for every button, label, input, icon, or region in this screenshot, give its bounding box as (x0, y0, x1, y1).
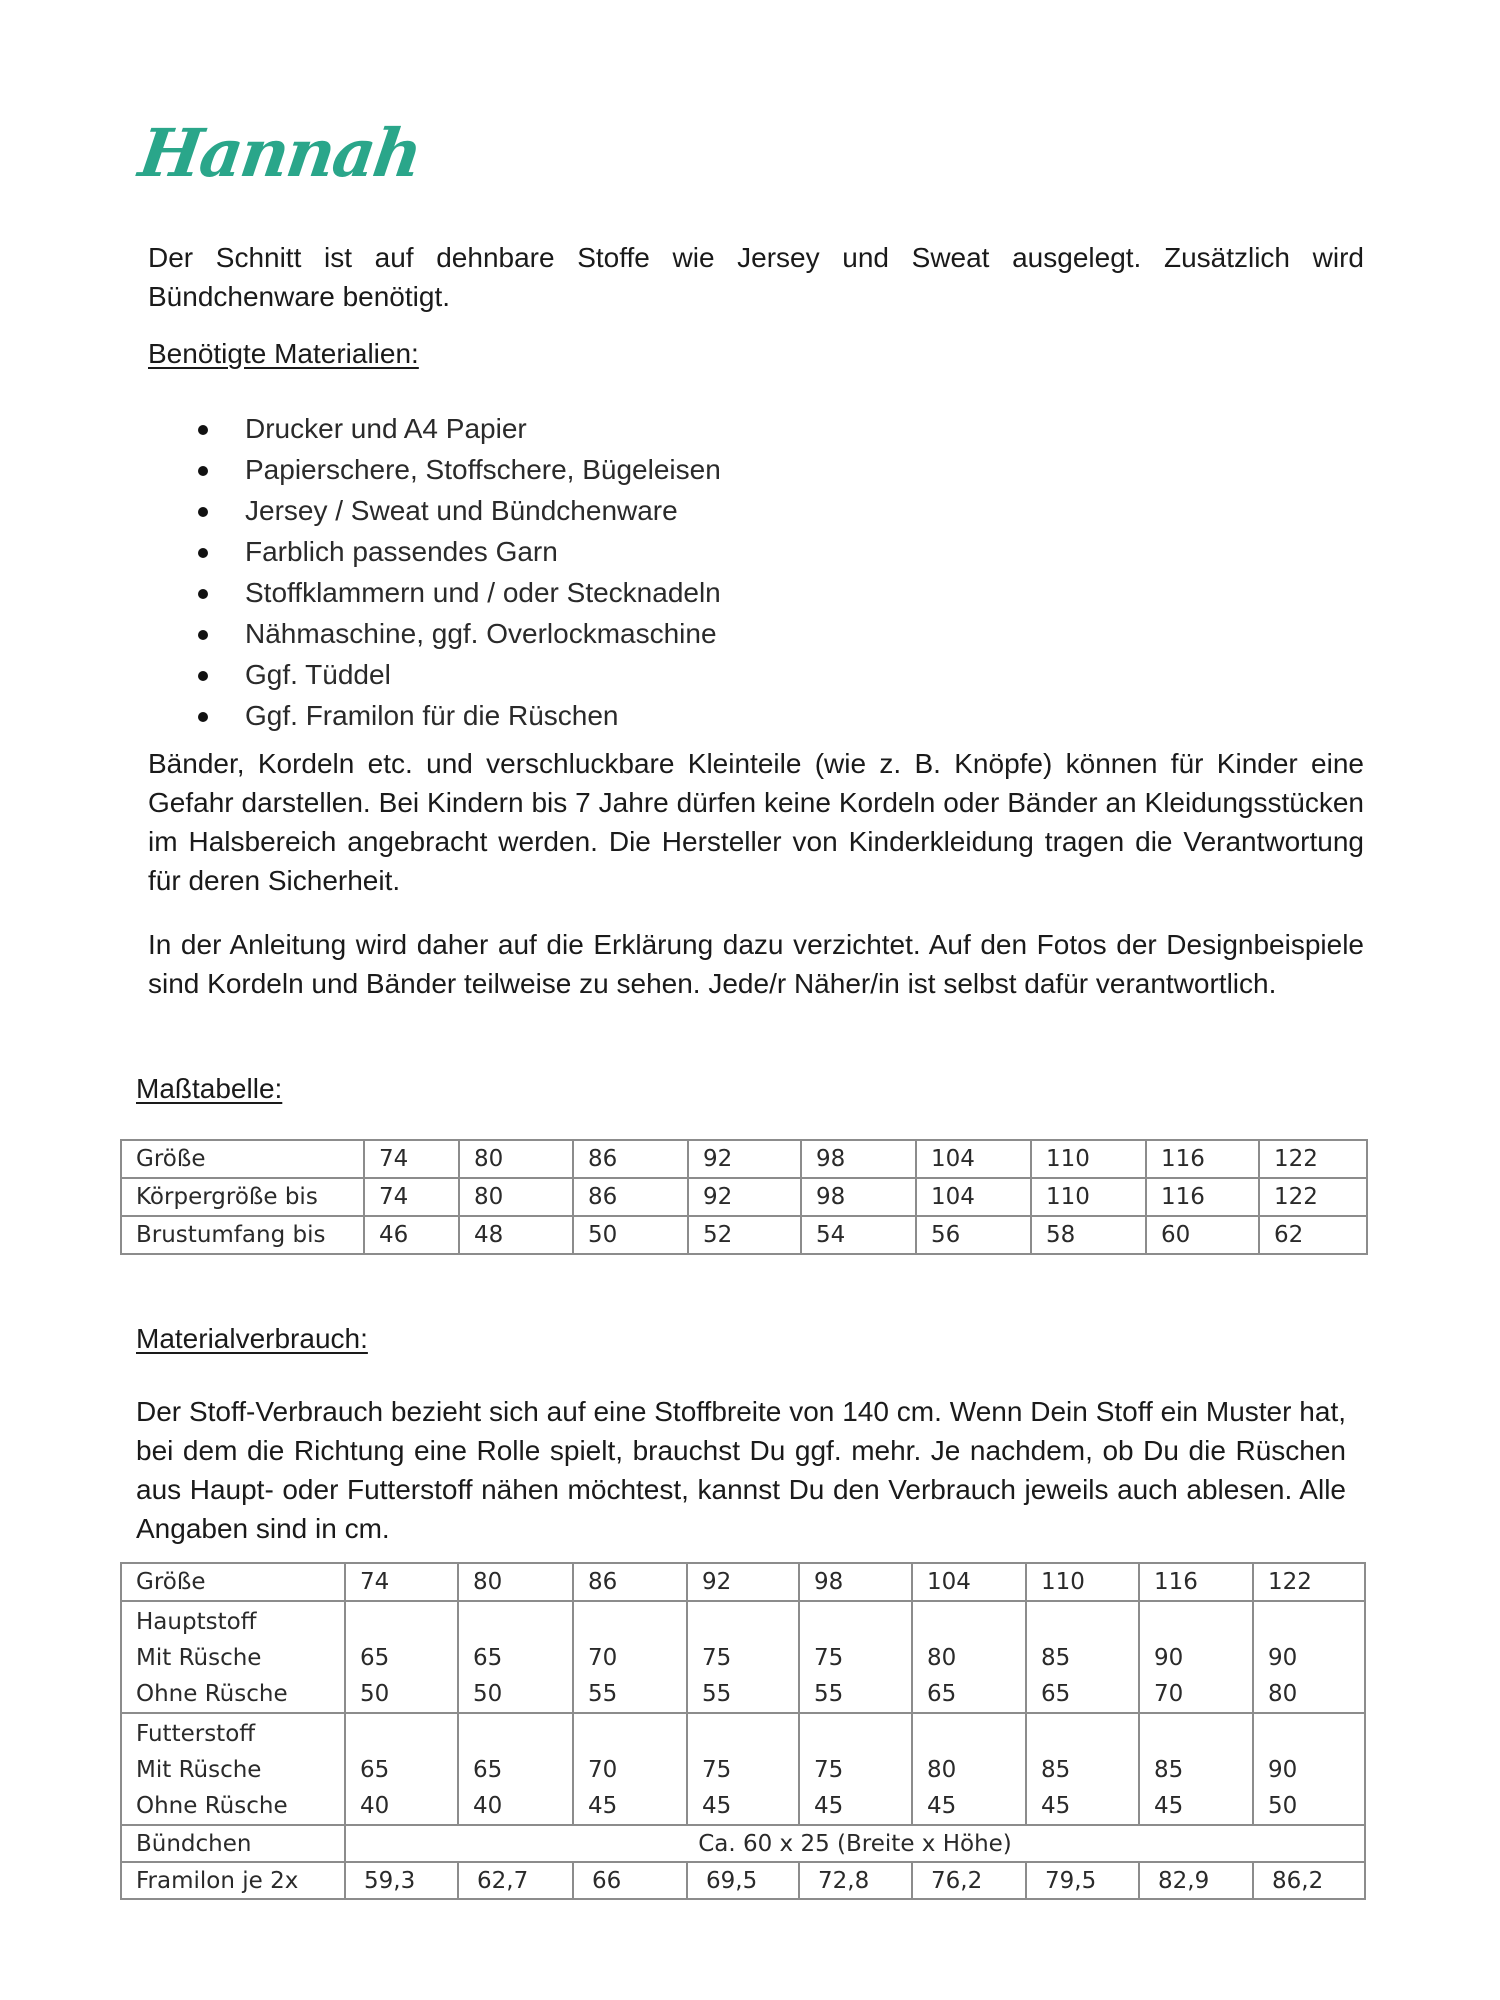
table-cell (573, 1601, 687, 1713)
table-cell (573, 1713, 687, 1825)
bullet-icon (198, 671, 208, 681)
spacer (1268, 1716, 1364, 1752)
table-cell: 122 (1259, 1178, 1367, 1216)
ohne-ruesche-value: 45 (1041, 1793, 1071, 1819)
table-cell (1139, 1601, 1253, 1713)
material-usage-heading: Materialverbrauch: (136, 1323, 368, 1354)
table-cell (912, 1601, 1026, 1713)
table-cell: 48 (459, 1216, 573, 1254)
mit-ruesche-value: 70 (588, 1645, 618, 1671)
bullet-icon (198, 548, 208, 558)
spacer (1154, 1716, 1252, 1752)
table-row (121, 1140, 1367, 1178)
mit-ruesche-value: 80 (927, 1645, 957, 1671)
table-cell: 110 (1031, 1178, 1146, 1216)
table-cell (687, 1601, 799, 1713)
size-header-cell: 116 (1139, 1563, 1253, 1601)
table-cell: 72,8 (799, 1862, 912, 1899)
pattern-title: Hannah (134, 114, 426, 192)
material-usage-table (120, 1562, 1366, 1900)
spacer (1268, 1604, 1364, 1640)
size-header-cell: 74 (345, 1563, 458, 1601)
table-cell (1026, 1601, 1139, 1713)
material-usage-paragraph: Der Stoff-Verbrauch bezieht sich auf eine Stoffbreite von 140 cm. Wenn Dein Stoff ein Muster hat, bei dem die Richtung eine Rolle spielt, brauchst Du ggf. mehr. Je nachdem, ob Du die Rüschen aus Haupt- oder Futterstoff nähen möchtest, kannst Du den Verbrauch jeweils auch ablesen. Alle Angaben sind in cm. (136, 1396, 1346, 1544)
spacer (360, 1604, 457, 1640)
table-cell (458, 1713, 573, 1825)
table-cell: 80 (459, 1178, 573, 1216)
hauptstoff-label: Hauptstoff (136, 1609, 257, 1635)
spacer (702, 1716, 798, 1752)
futterstoff-mit-label: Mit Rüsche (136, 1757, 262, 1783)
spacer (927, 1716, 1025, 1752)
table-cell: 92 (688, 1140, 801, 1178)
spacer (588, 1716, 686, 1752)
table-row (121, 1862, 1365, 1899)
mit-ruesche-value: 75 (814, 1757, 844, 1783)
size-table (120, 1139, 1368, 1255)
spacer (473, 1716, 572, 1752)
ohne-ruesche-value: 55 (702, 1681, 732, 1707)
buendchen-value: Ca. 60 x 25 (Breite x Höhe) (345, 1825, 1365, 1862)
mit-ruesche-value: 65 (473, 1757, 503, 1783)
spacer (814, 1604, 911, 1640)
spacer (1154, 1604, 1252, 1640)
table-cell: 79,5 (1026, 1862, 1139, 1899)
mit-ruesche-value: 65 (360, 1757, 390, 1783)
table-cell: 62 (1259, 1216, 1367, 1254)
safety-paragraph: Bänder, Kordeln etc. und verschluckbare Kleinteile (wie z. B. Knöpfe) können für Kinder eine Gefahr darstellen. Bei Kindern bis 7 Jahre dürfen keine Kordeln oder Bänder an Kleidungsstücken im Halsbereich angebracht werden. Die Hersteller von Kinderkleidung tragen die Verantwortung für deren Sicherheit. (148, 748, 1364, 896)
table-cell: 62,7 (458, 1862, 573, 1899)
row-label: Größe (121, 1140, 364, 1178)
spacer (473, 1604, 572, 1640)
row-label: Körpergröße bis (121, 1178, 364, 1216)
spacer (702, 1604, 798, 1640)
size-header-cell: 86 (573, 1563, 687, 1601)
table-cell: 74 (364, 1178, 459, 1216)
table-cell: 54 (801, 1216, 916, 1254)
futterstoff-label: Futterstoff (136, 1721, 256, 1747)
table-cell: 116 (1146, 1140, 1259, 1178)
hauptstoff-ohne-label: Ohne Rüsche (136, 1681, 288, 1707)
table-row (121, 1825, 1365, 1862)
hauptstoff-mit-label: Mit Rüsche (136, 1645, 262, 1671)
table-cell: 46 (364, 1216, 459, 1254)
ohne-ruesche-value: 45 (702, 1793, 732, 1819)
mit-ruesche-value: 85 (1041, 1645, 1071, 1671)
ohne-ruesche-value: 45 (588, 1793, 618, 1819)
ohne-ruesche-value: 45 (927, 1793, 957, 1819)
list-item: Drucker und A4 Papier (190, 408, 721, 449)
table-row (121, 1563, 1365, 1601)
list-item: Farblich passendes Garn (190, 531, 721, 572)
table-cell: 66 (573, 1862, 687, 1899)
table-cell: 58 (1031, 1216, 1146, 1254)
table-cell: 110 (1031, 1140, 1146, 1178)
mit-ruesche-value: 75 (702, 1757, 732, 1783)
table-row (121, 1178, 1367, 1216)
list-item: Papierschere, Stoffschere, Bügeleisen (190, 449, 721, 490)
ohne-ruesche-value: 50 (360, 1681, 390, 1707)
ohne-ruesche-value: 55 (814, 1681, 844, 1707)
mit-ruesche-value: 75 (702, 1645, 732, 1671)
materials-heading: Benötigte Materialien: (148, 338, 419, 369)
bullet-icon (198, 425, 208, 435)
ohne-ruesche-value: 65 (927, 1681, 957, 1707)
table-cell (799, 1601, 912, 1713)
table-cell: 116 (1146, 1178, 1259, 1216)
table-cell: 86 (573, 1178, 688, 1216)
table-cell: 69,5 (687, 1862, 799, 1899)
mit-ruesche-value: 80 (927, 1757, 957, 1783)
table-cell: 98 (801, 1178, 916, 1216)
ohne-ruesche-value: 40 (473, 1793, 503, 1819)
mit-ruesche-value: 65 (473, 1645, 503, 1671)
table-cell: 86,2 (1253, 1862, 1365, 1899)
table-cell (345, 1713, 458, 1825)
table-cell (1253, 1713, 1365, 1825)
ohne-ruesche-value: 65 (1041, 1681, 1071, 1707)
table-cell: 86 (573, 1140, 688, 1178)
table-cell: 74 (364, 1140, 459, 1178)
table-cell (687, 1713, 799, 1825)
row-label: Brustumfang bis (121, 1216, 364, 1254)
intro-paragraph: Der Schnitt ist auf dehnbare Stoffe wie Jersey und Sweat ausgelegt. Zusätzlich wird Bündchenware benötigt. (148, 242, 1364, 312)
table-cell: 122 (1259, 1140, 1367, 1178)
spacer (360, 1716, 457, 1752)
table-cell (1253, 1601, 1365, 1713)
futterstoff-label-cell (121, 1713, 345, 1825)
bullet-icon (198, 507, 208, 517)
bullet-icon (198, 466, 208, 476)
spacer (1041, 1716, 1138, 1752)
table-cell: 104 (916, 1178, 1031, 1216)
mit-ruesche-value: 90 (1268, 1757, 1298, 1783)
spacer (927, 1604, 1025, 1640)
ohne-ruesche-value: 70 (1154, 1681, 1184, 1707)
mit-ruesche-value: 75 (814, 1645, 844, 1671)
table-cell (799, 1713, 912, 1825)
table-cell (1026, 1713, 1139, 1825)
ohne-ruesche-value: 50 (1268, 1793, 1298, 1819)
table-cell: 92 (688, 1178, 801, 1216)
size-header-cell: 122 (1253, 1563, 1365, 1601)
mit-ruesche-value: 85 (1041, 1757, 1071, 1783)
table-cell: 76,2 (912, 1862, 1026, 1899)
mit-ruesche-value: 65 (360, 1645, 390, 1671)
bullet-icon (198, 630, 208, 640)
table-cell: 56 (916, 1216, 1031, 1254)
table-cell (458, 1601, 573, 1713)
futterstoff-ohne-label: Ohne Rüsche (136, 1793, 288, 1819)
materials-list (190, 408, 721, 736)
size-table-heading: Maßtabelle: (136, 1073, 283, 1104)
spacer (588, 1604, 686, 1640)
list-item: Ggf. Tüddel (190, 654, 721, 695)
ohne-ruesche-value: 40 (360, 1793, 390, 1819)
table-cell: 104 (916, 1140, 1031, 1178)
table-row (121, 1601, 1365, 1713)
size-header-cell: 104 (912, 1563, 1026, 1601)
list-item: Nähmaschine, ggf. Overlockmaschine (190, 613, 721, 654)
table-cell: 60 (1146, 1216, 1259, 1254)
bullet-icon (198, 712, 208, 722)
mit-ruesche-value: 90 (1154, 1645, 1184, 1671)
table-cell: 80 (459, 1140, 573, 1178)
size-header-cell: 110 (1026, 1563, 1139, 1601)
list-item: Ggf. Framilon für die Rüschen (190, 695, 721, 736)
table-cell: 82,9 (1139, 1862, 1253, 1899)
table-row (121, 1216, 1367, 1254)
mit-ruesche-value: 85 (1154, 1757, 1184, 1783)
size-header-cell: 98 (799, 1563, 912, 1601)
ohne-ruesche-value: 45 (1154, 1793, 1184, 1819)
table-cell: 98 (801, 1140, 916, 1178)
size-header-cell: 80 (458, 1563, 573, 1601)
table-cell: 50 (573, 1216, 688, 1254)
table-cell: 59,3 (345, 1862, 458, 1899)
row-label: Größe (121, 1563, 345, 1601)
list-item: Stoffklammern und / oder Stecknadeln (190, 572, 721, 613)
list-item: Jersey / Sweat und Bündchenware (190, 490, 721, 531)
table-cell (1139, 1713, 1253, 1825)
spacer (1041, 1604, 1138, 1640)
mit-ruesche-value: 70 (588, 1757, 618, 1783)
table-cell (912, 1713, 1026, 1825)
ohne-ruesche-value: 50 (473, 1681, 503, 1707)
table-cell (345, 1601, 458, 1713)
table-cell: 52 (688, 1216, 801, 1254)
spacer (814, 1716, 911, 1752)
row-label: Framilon je 2x (121, 1862, 345, 1899)
mit-ruesche-value: 90 (1268, 1645, 1298, 1671)
table-row (121, 1713, 1365, 1825)
size-header-cell: 92 (687, 1563, 799, 1601)
ohne-ruesche-value: 80 (1268, 1681, 1298, 1707)
ohne-ruesche-value: 55 (588, 1681, 618, 1707)
ohne-ruesche-value: 45 (814, 1793, 844, 1819)
hauptstoff-label-cell (121, 1601, 345, 1713)
disclaimer-paragraph: In der Anleitung wird daher auf die Erklärung dazu verzichtet. Auf den Fotos der Designbeispiele sind Kordeln und Bänder teilweise zu sehen. Jede/r Näher/in ist selbst dafür verantwortlich. (148, 929, 1364, 999)
bullet-icon (198, 589, 208, 599)
row-label: Bündchen (121, 1825, 345, 1862)
